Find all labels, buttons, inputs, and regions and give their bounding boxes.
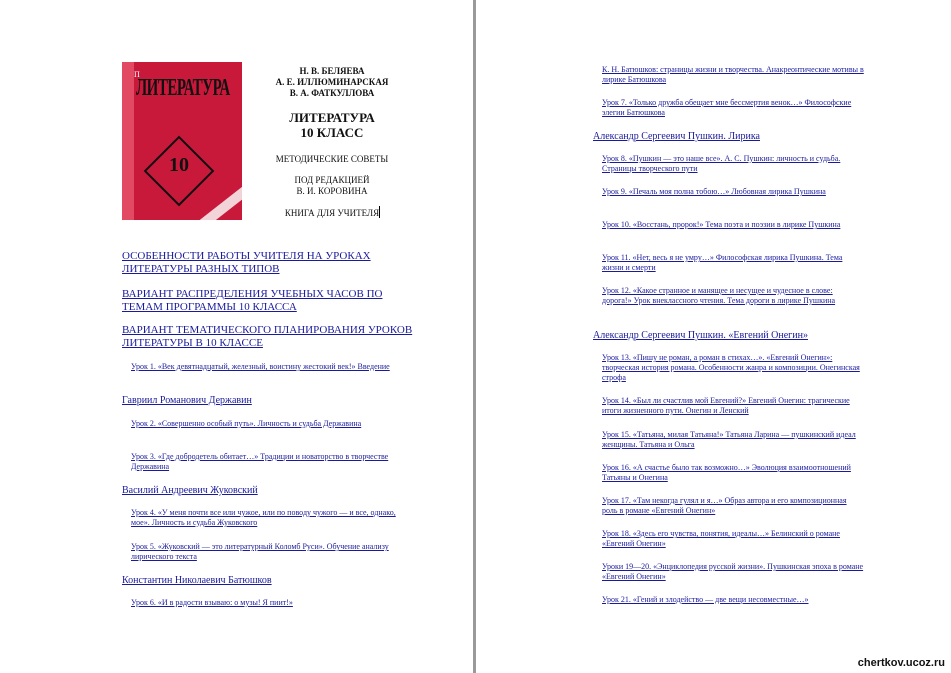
lesson-link[interactable]: Урок 17. «Там некогда гулял и я…» Образ автора и его композиционная роль в романе «Евгений Онегин»	[602, 496, 847, 515]
lesson-link[interactable]: Урок 8. «Пушкин — это наше все». А. С. Пушкин: личность и судьба. Страницы творческого пути	[602, 154, 841, 173]
lesson-link[interactable]: Урок 14. «Был ли счастлив мой Евгений?» Евгений Онегин: трагические итоги жизненного пути. Онегин и Ленский	[602, 396, 850, 415]
methodical-label: МЕТОДИЧЕСКИЕ СОВЕТЫ	[275, 154, 389, 164]
section-link-batyushkov[interactable]: Константин Николаевич Батюшков	[122, 575, 272, 586]
book-title	[262, 110, 402, 140]
book-title-line: 10 КЛАСС	[300, 125, 364, 140]
lesson-link[interactable]: Урок 4. «У меня почти все или чужое, или по поводу чужого — и все, однако, мое». Личность и судьба Жуковского	[131, 508, 396, 527]
text-cursor	[379, 206, 380, 218]
lesson-link[interactable]: Урок 5. «Жуковский — это литературный Коломб Руси». Обучение анализу лирического текста	[131, 542, 389, 561]
lesson-link[interactable]: Урок 10. «Восстань, пророк!» Тема поэта и поэзии в лирике Пушкина	[602, 220, 841, 229]
cover-title: ЛИТЕРАТУРА	[136, 76, 230, 102]
lesson-link[interactable]: Урок 1. «Век девятнадцатый, железный, воистину жестокий век!» Введение	[131, 362, 390, 371]
lesson-link[interactable]: Урок 3. «Где добродетель обитает…» Традиции и новаторство в творчестве Державина	[131, 452, 389, 471]
book-cover-image	[122, 62, 242, 220]
lesson-link[interactable]: Уроки 19—20. «Энциклопедия русской жизни». Пушкинская эпоха в романе «Евгений Онегин»	[602, 562, 864, 581]
lesson-link[interactable]: Урок 12. «Какое странное и манящее и несущее и чудесное в слове: дорога!» Урок внеклассного чтения. Тема дороги в лирике Пушкина	[602, 286, 836, 305]
toc-link-features[interactable]: ОСОБЕННОСТИ РАБОТЫ УЧИТЕЛЯ НА УРОКАХ ЛИТЕРАТУРЫ РАЗНЫХ ТИПОВ	[122, 250, 371, 275]
lesson-link[interactable]: Урок 21. «Гений и злодейство — две вещи несовместные…»	[602, 595, 809, 604]
authors-block	[262, 66, 402, 99]
author-name: Н. В. БЕЛЯЕВА	[299, 66, 365, 76]
lesson-link[interactable]: Урок 18. «Здесь его чувства, понятия, идеалы…» Белинский о романе «Евгений Онегин»	[602, 529, 840, 548]
section-link-zhukovsky[interactable]: Василий Андреевич Жуковский	[122, 485, 258, 496]
toc-link-planning[interactable]: ВАРИАНТ ТЕМАТИЧЕСКОГО ПЛАНИРОВАНИЯ УРОКОВ ЛИТЕРАТУРЫ В 10 КЛАССЕ	[122, 324, 413, 349]
lesson-link[interactable]: Урок 15. «Татьяна, милая Татьяна!» Татьяна Ларина — пушкинский идеал женщины. Татьяна и Ольга	[602, 430, 856, 449]
lesson-link[interactable]: Урок 13. «Пишу не роман, а роман в стихах…». «Евгений Онегин»: творческая история романа. Особенности жанра и композиции. Онегинская строфа	[602, 353, 860, 382]
right-page	[476, 0, 951, 673]
cover-ribbon	[196, 180, 242, 220]
author-name: А. Е. ИЛЛЮМИНАРСКАЯ	[275, 77, 389, 87]
lesson-link[interactable]: Урок 7. «Только дружба обещает мне бессмертия венок…» Философские элегии Батюшкова	[602, 98, 852, 117]
lesson-link[interactable]: К. Н. Батюшков: страницы жизни и творчества. Анакреонтические мотивы в лирике Батюшкова	[602, 65, 864, 84]
cover-number: 10	[169, 154, 189, 176]
toc-link-hours[interactable]: ВАРИАНТ РАСПРЕДЕЛЕНИЯ УЧЕБНЫХ ЧАСОВ ПО ТЕМАМ ПРОГРАММЫ 10 КЛАССА	[122, 288, 383, 313]
book-for-label: КНИГА ДЛЯ УЧИТЕЛЯ	[284, 208, 380, 218]
editor-name: В. И. КОРОВИНА	[296, 186, 368, 196]
author-name: В. А. ФАТКУЛЛОВА	[289, 88, 375, 98]
editor-line: ПОД РЕДАКЦИЕЙ	[294, 175, 370, 185]
watermark-text: chertkov.ucoz.ru	[857, 657, 945, 669]
section-link-derzhavin[interactable]: Гавриил Романович Державин	[122, 395, 252, 406]
lesson-link[interactable]: Урок 16. «А счастье было так возможно…» Эволюция взаимоотношений Татьяны и Онегина	[602, 463, 851, 482]
cover-spine-stripe	[122, 62, 134, 220]
lesson-link[interactable]: Урок 9. «Печаль моя полна тобою…» Любовная лирика Пушкина	[602, 187, 826, 196]
section-link-onegin[interactable]: Александр Сергеевич Пушкин. «Евгений Онегин»	[593, 330, 808, 341]
book-title-line: ЛИТЕРАТУРА	[289, 110, 375, 125]
lesson-link[interactable]: Урок 6. «И в радости взываю: о музы! Я пиит!»	[131, 598, 293, 607]
lesson-link[interactable]: Урок 11. «Нет, весь я не умру…» Философская лирика Пушкина. Тема жизни и смерти	[602, 253, 843, 272]
left-page	[0, 0, 473, 673]
section-link-pushkin-lyrics[interactable]: Александр Сергеевич Пушкин. Лирика	[593, 131, 760, 142]
publisher-badge: П	[134, 70, 140, 79]
lesson-link[interactable]: Урок 2. «Совершенно особый путь». Личность и судьба Державина	[131, 419, 362, 428]
